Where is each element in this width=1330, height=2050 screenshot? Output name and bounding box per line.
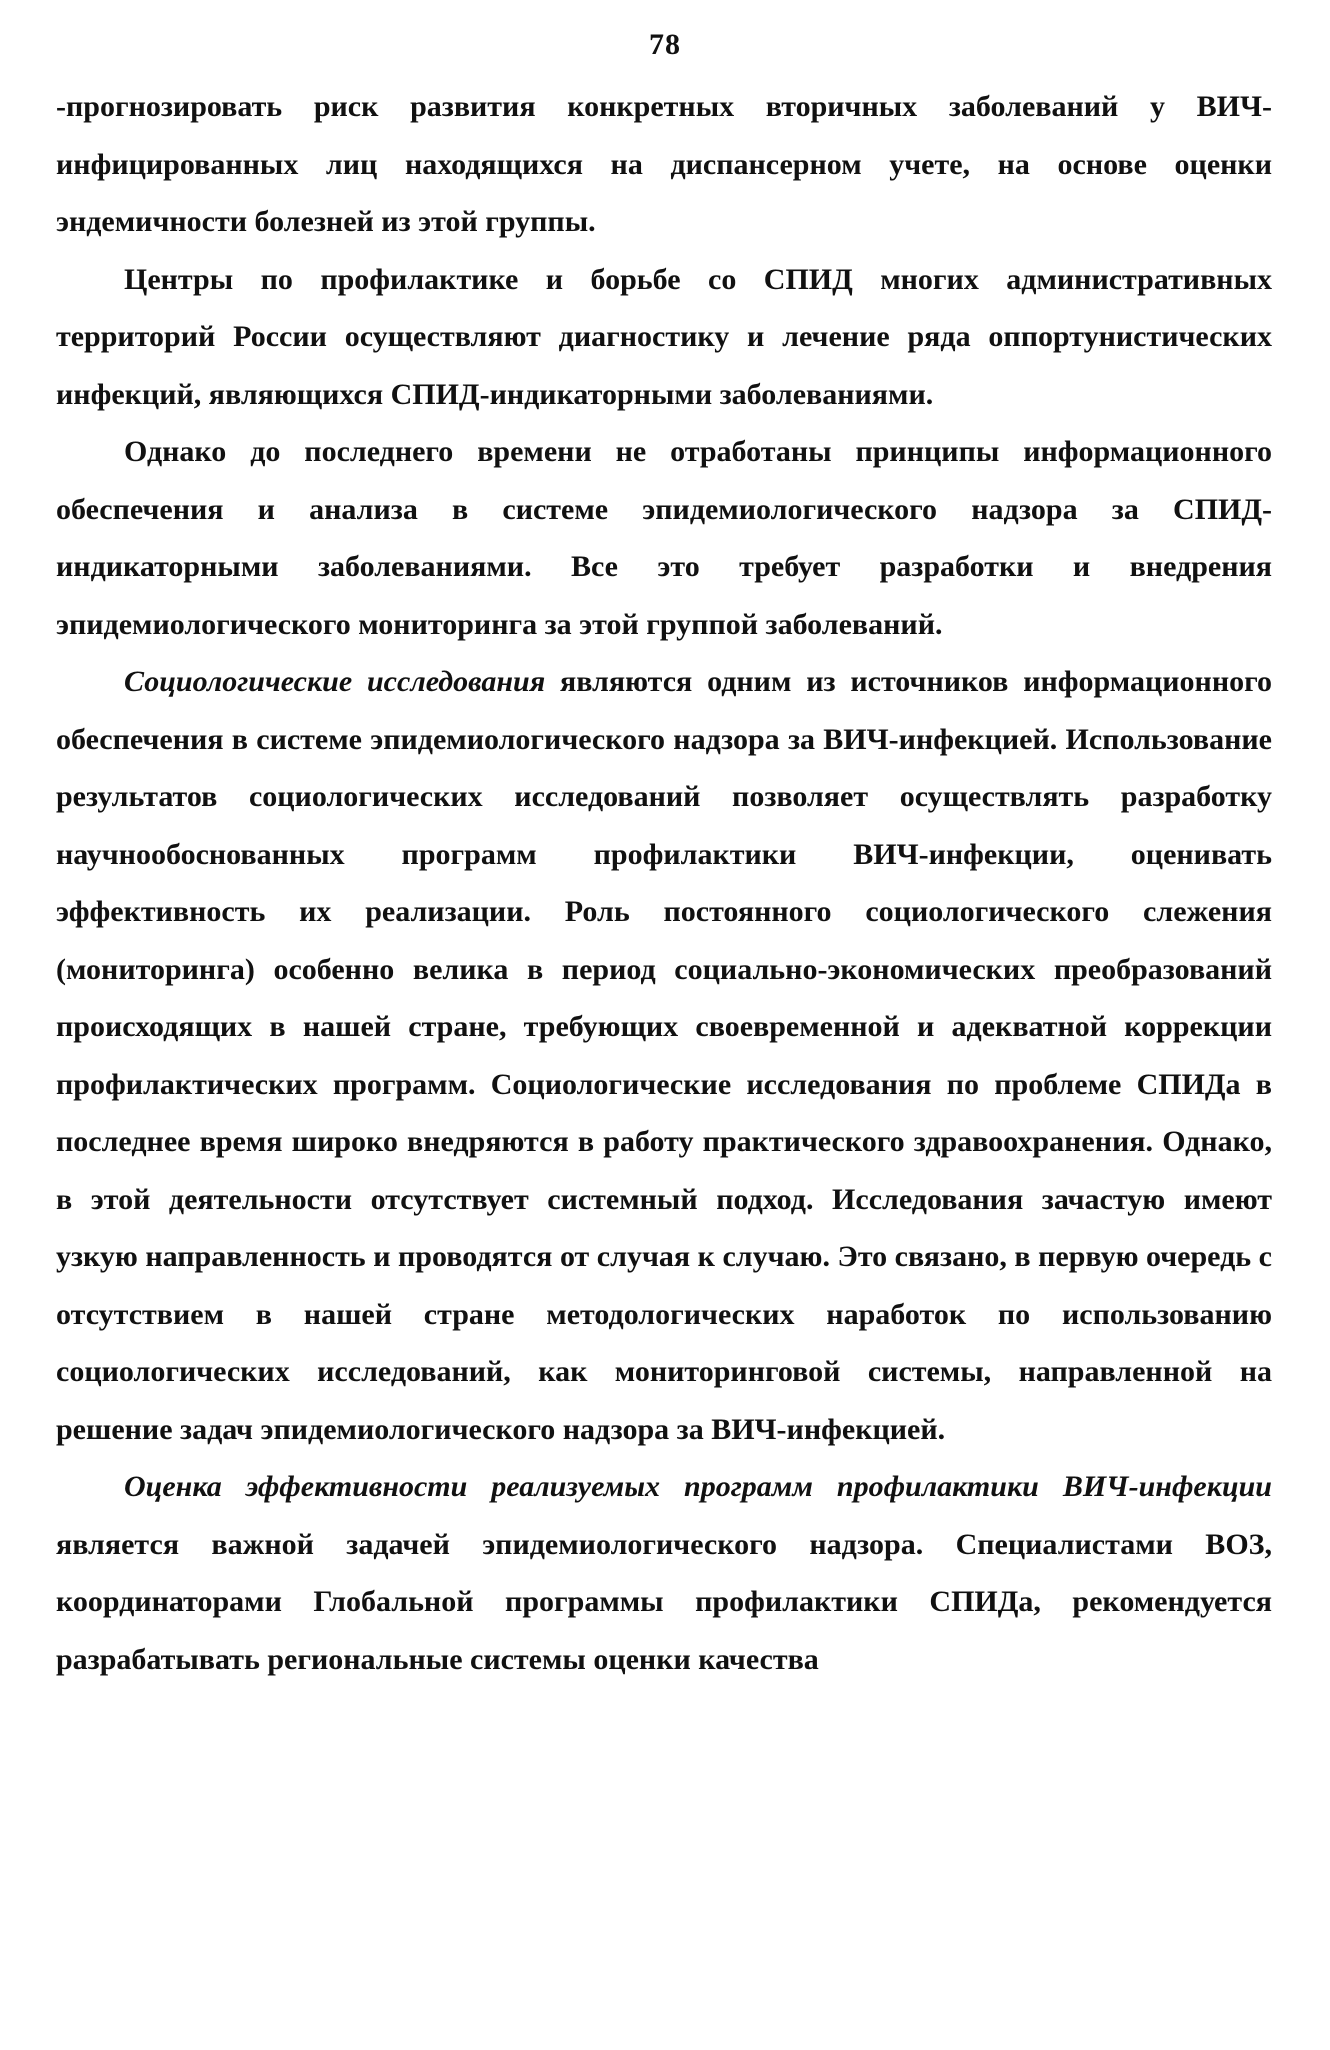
paragraph-program-evaluation	[56, 1458, 1272, 1688]
paragraph-text: являются одним из источников информационного обеспечения в системе эпидемиологического надзора за ВИЧ-инфекцией. Использование результатов социологических исследований позволяет осуществлять разработку научнообоснованных программ профилактики ВИЧ-инфекции, оценивать эффективность их реализации. Роль постоянного социологического слежения (мониторинга) особенно велика в период социально-экономических преобразований происходящих в нашей стране, требующих своевременной и адекватной коррекции профилактических программ. Социологические исследования по проблеме СПИДа в последнее время широко внедряются в работу практического здравоохранения. Однако, в этой деятельности отсутствует системный подход. Исследования зачастую имеют узкую направленность и проводятся от случая к случаю. Это связано, в первую очередь с отсутствием в нашей стране методологических наработок по использованию социологических исследований, как мониторинговой системы, направленной на решение задач эпидемиологического надзора за ВИЧ-инфекцией.	[56, 665, 1272, 1446]
paragraph-text: является важной задачей эпидемиологического надзора. Специалистами ВОЗ, координаторами Глобальной программы профилактики СПИДа, рекомендуется разрабатывать региональные системы оценки качества	[56, 1527, 1272, 1676]
paragraph-information-support	[56, 423, 1272, 653]
paragraph-sociological-research	[56, 653, 1272, 1458]
paragraph-aids-centers	[56, 251, 1272, 424]
paragraph-text: Центры по профилактике и борьбе со СПИД многих административных территорий России осуществляют диагностику и лечение ряда оппортунистических инфекций, являющихся СПИД-индикаторными заболеваниями.	[56, 262, 1272, 411]
paragraph-emphasis: Социологические исследования	[124, 665, 546, 698]
paragraph-text: -прогнозировать риск развития конкретных вторичных заболеваний у ВИЧ-инфицированных лиц находящихся на диспансерном учете, на основе оценки эндемичности болезней из этой группы.	[56, 90, 1272, 238]
page-number: 78	[649, 28, 681, 61]
paragraph-prognosis	[56, 78, 1272, 251]
paragraph-emphasis: Оценка эффективности реализуемых программ профилактики ВИЧ-инфекции	[124, 1470, 1272, 1503]
document-body	[56, 78, 1272, 1688]
paragraph-text: Однако до последнего времени не отработаны принципы информационного обеспечения и анализа в системе эпидемиологического надзора за СПИД-индикаторными заболеваниями. Все это требует разработки и внедрения эпидемиологического мониторинга за этой группой заболеваний.	[56, 435, 1272, 641]
